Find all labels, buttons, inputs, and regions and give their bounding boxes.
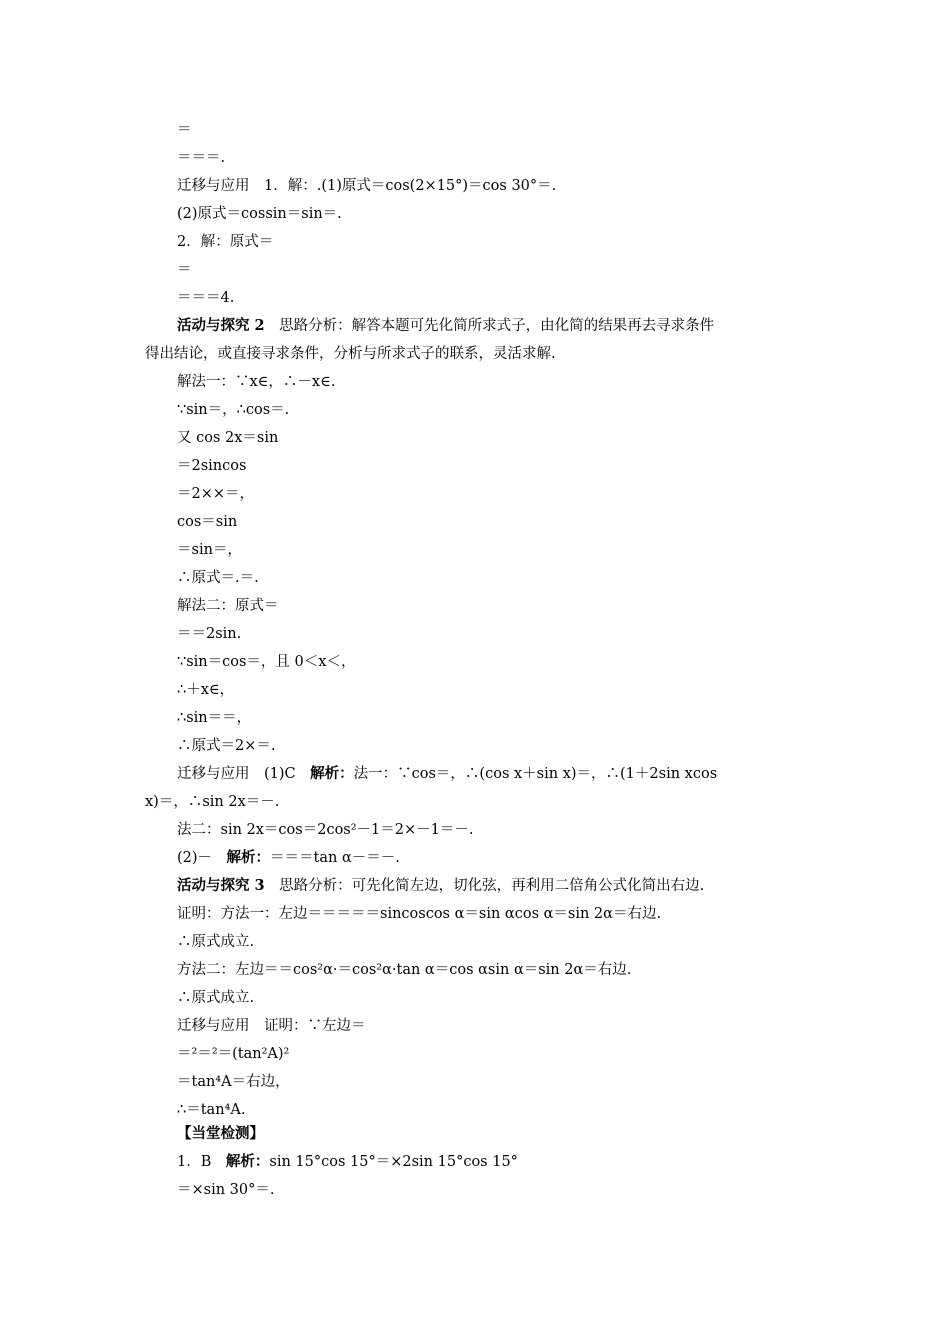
- text-line: 得出结论，或直接寻求条件，分析与所求式子的联系，灵活求解.: [145, 346, 556, 362]
- text-line: ＝×sin 30°＝.: [177, 1182, 275, 1198]
- text-line: ＝sin＝，: [177, 542, 242, 558]
- text-line: ＝: [177, 262, 192, 278]
- line-text: 思路分析：解答本题可先化简所求式子，由化简的结果再去寻求条件: [264, 318, 715, 334]
- text-line: ＝＝＝4.: [177, 290, 235, 306]
- text-line: [177, 848, 400, 868]
- line-text: 法一：∵cos＝，∴(cos x＋sin x)＝，∴(1＋2sin xcos: [353, 766, 718, 782]
- text-line: ＝tan⁴A＝右边，: [177, 1074, 290, 1090]
- text-line: ∴原式成立.: [177, 934, 255, 950]
- text-line: 解法一：∵x∈，∴－x∈.: [177, 374, 336, 390]
- text-line: 证明：方法一：左边＝＝＝＝＝sincoscos α＝sin αcos α＝sin 2α＝右边.: [177, 906, 662, 922]
- text-line: [177, 876, 704, 896]
- text-line: ∴＋x∈，: [177, 682, 235, 698]
- text-line: [177, 1152, 518, 1172]
- text-line: ∴原式＝.＝.: [177, 570, 259, 586]
- text-line: 解法二：原式＝: [177, 598, 279, 614]
- text-line: [177, 316, 714, 336]
- text-line: 方法二：左边＝＝cos²α·＝cos²α·tan α＝cos αsin α＝sin 2α＝右边.: [177, 962, 632, 978]
- text-line: [177, 1124, 264, 1144]
- text-line: 又 cos 2x＝sin: [177, 430, 279, 446]
- text-line: 迁移与应用 证明：∵左边＝: [177, 1018, 366, 1034]
- bold-label: 解析：: [225, 1153, 270, 1170]
- text-line: ＝2××＝，: [177, 486, 255, 502]
- text-line: 法二：sin 2x＝cos＝2cos²－1＝2×－1＝－.: [177, 822, 474, 838]
- line-prefix: 迁移与应用 (1)C: [177, 766, 311, 782]
- text-line: ＝: [177, 122, 192, 138]
- line-prefix: (2)－: [177, 850, 227, 866]
- text-line: ∴原式＝2×＝.: [177, 738, 276, 754]
- text-line: ∴＝tan⁴A.: [177, 1102, 246, 1118]
- text-line: 迁移与应用 1．解：.(1)原式＝cos(2×15°)＝cos 30°＝.: [177, 178, 557, 194]
- text-line: ＝2sincos: [177, 458, 247, 474]
- text-line: ＝＝＝.: [177, 150, 226, 166]
- bold-label: 活动与探究 2: [177, 317, 265, 334]
- text-line: ＝＝2sin.: [177, 626, 242, 642]
- text-line: ∵sin＝cos＝，且 0＜x＜，: [177, 654, 356, 670]
- line-text: ＝＝＝tan α－＝－.: [270, 850, 400, 866]
- bold-label: 活动与探究 3: [177, 877, 265, 894]
- text-line: x)＝，∴sin 2x＝－.: [145, 794, 280, 810]
- text-line: (2)原式＝cossin＝sin＝.: [177, 206, 342, 222]
- line-text: sin 15°cos 15°＝×2sin 15°cos 15°: [269, 1154, 518, 1170]
- text-line: [177, 764, 717, 784]
- text-line: 2．解：原式＝: [177, 234, 274, 250]
- text-line: ∴原式成立.: [177, 990, 255, 1006]
- text-line: cos＝sin: [177, 514, 238, 530]
- text-line: ∵sin＝，∴cos＝.: [177, 402, 290, 418]
- line-prefix: 1．B: [177, 1154, 226, 1170]
- text-line: ∴sin＝＝，: [177, 710, 252, 726]
- bold-label: 解析：: [226, 849, 271, 866]
- bold-label: 解析：: [310, 765, 354, 782]
- text-line: ＝²＝²＝(tan²A)²: [177, 1046, 290, 1062]
- line-text: 思路分析：可先化简左边，切化弦，再利用二倍角公式化简出右边.: [264, 878, 705, 894]
- bold-label: 【当堂检测】: [177, 1125, 264, 1142]
